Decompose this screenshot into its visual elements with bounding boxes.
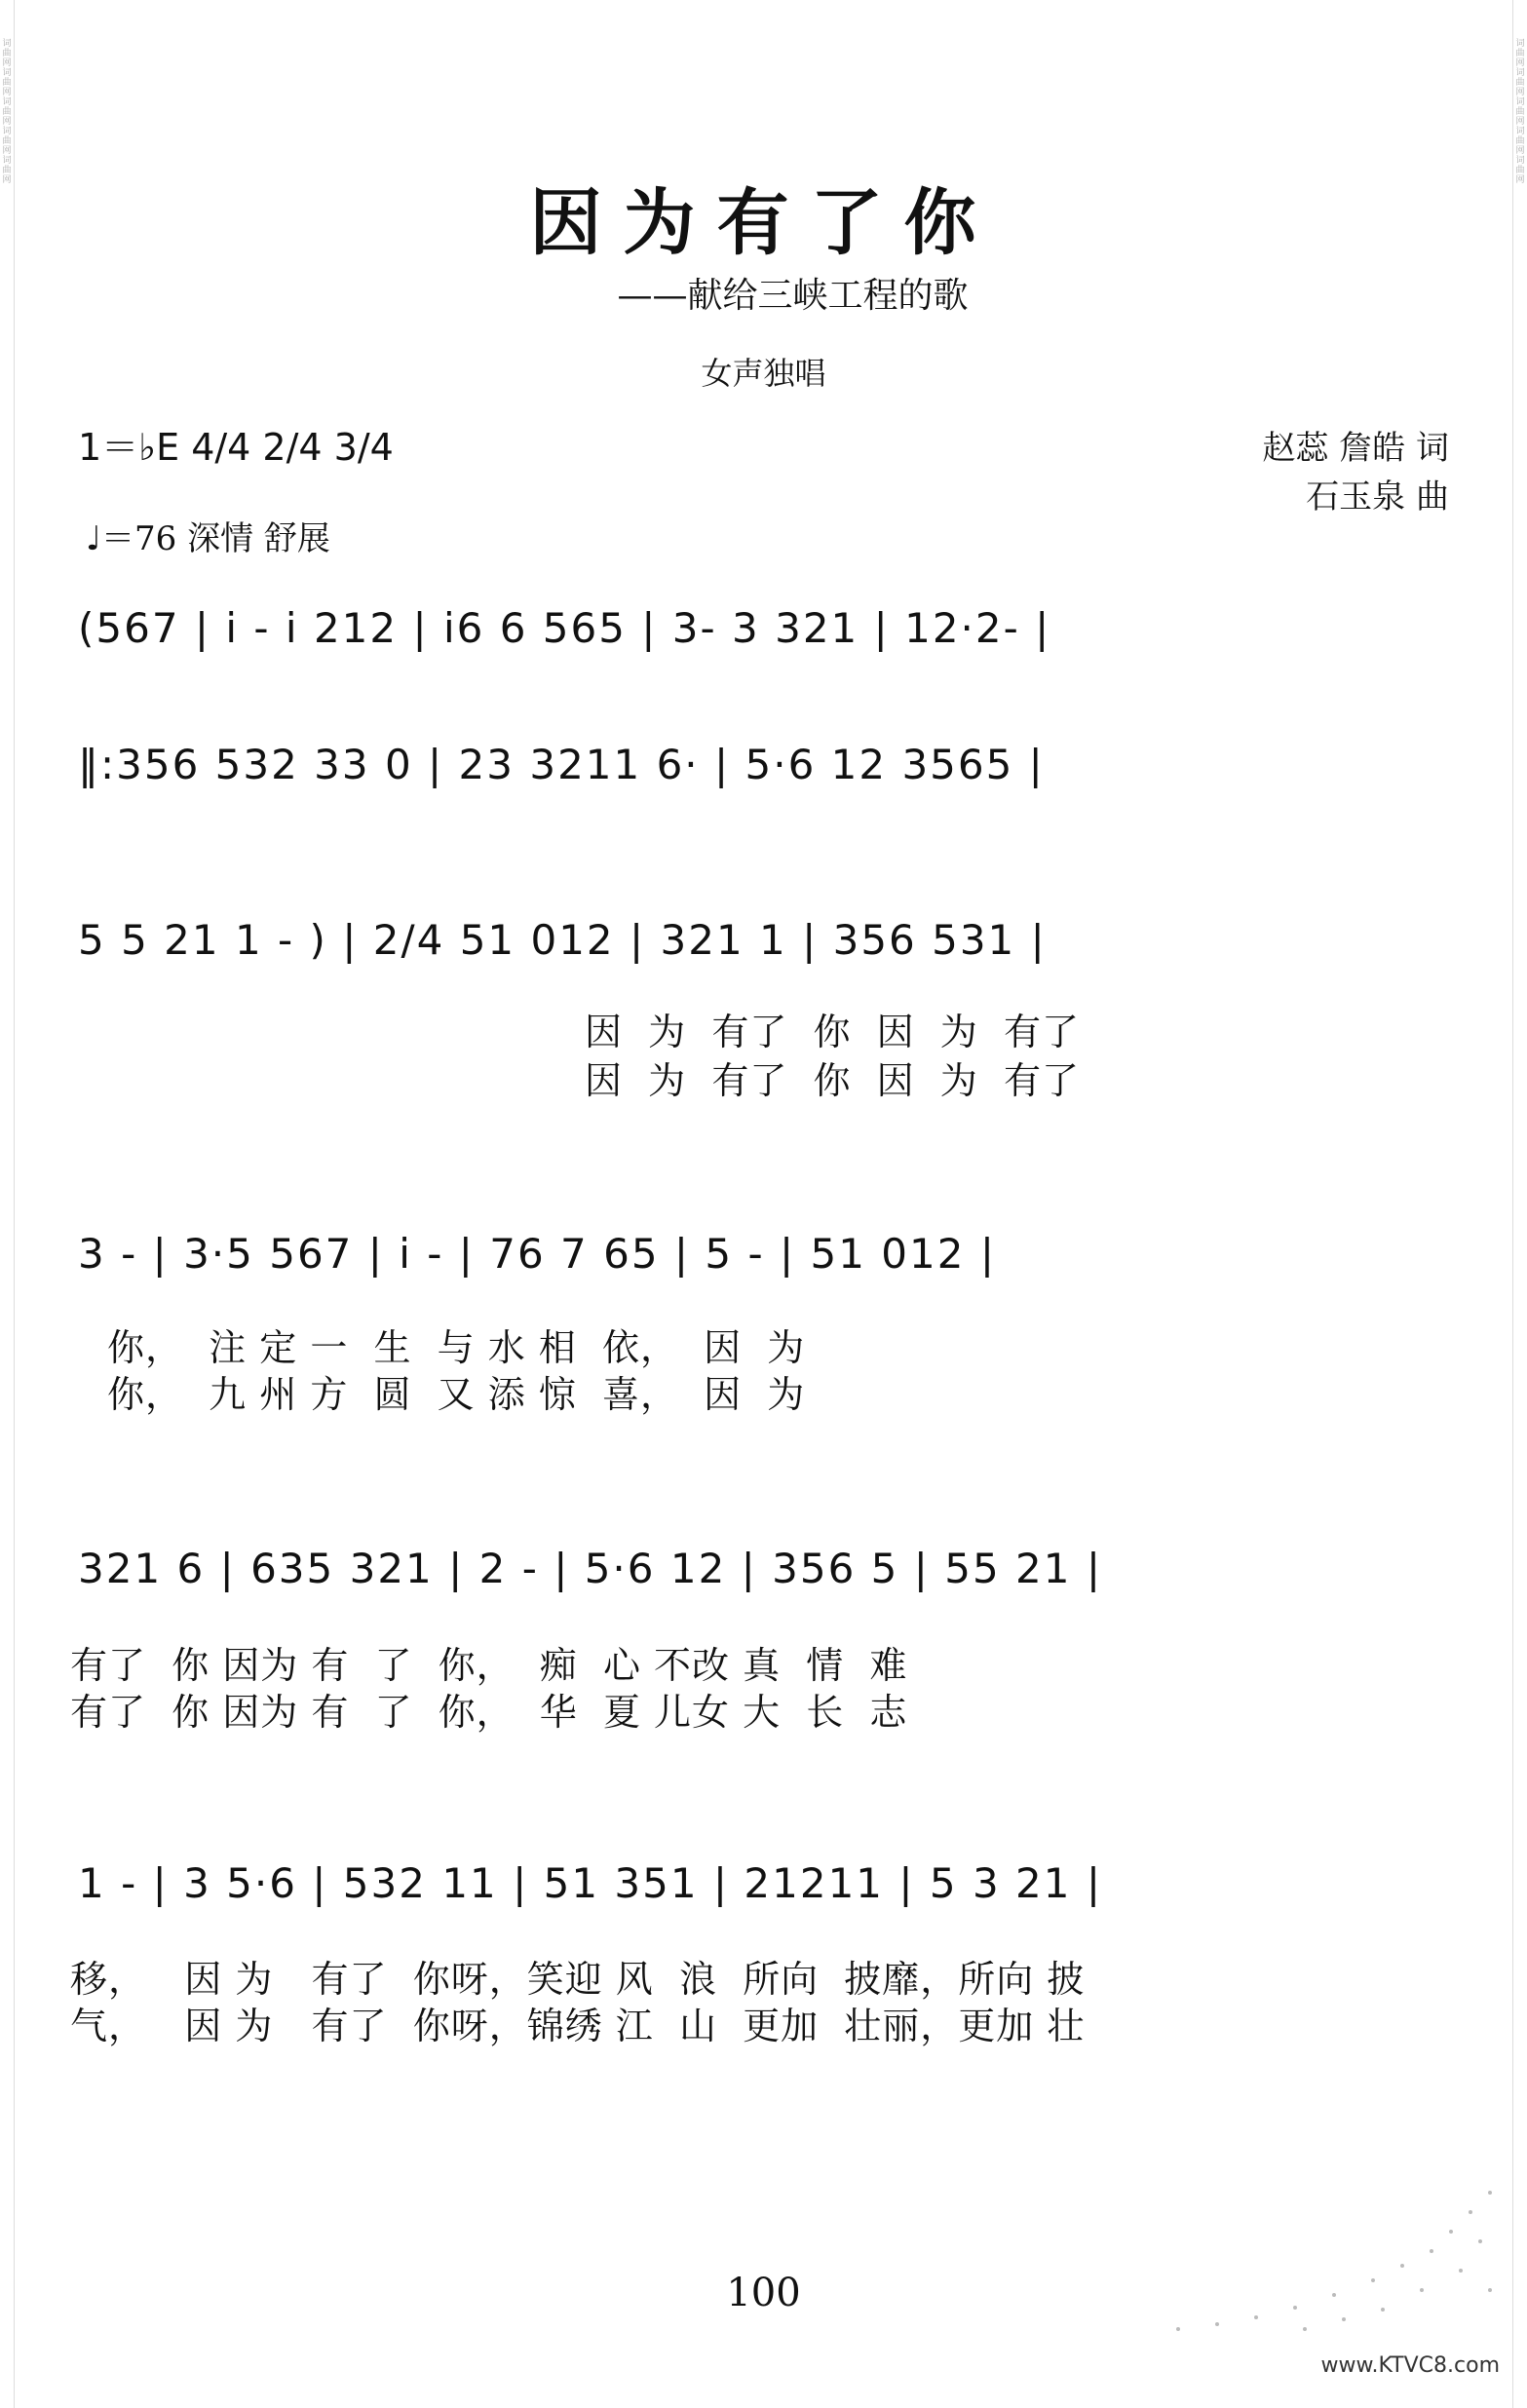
song-title: 因为有了你 [529, 181, 998, 265]
lyric-line-3a: 因 为 有了 你 因 为 有了 [585, 1011, 1080, 1053]
score-line-4: 3 - | 3·5 567 | i - | 76 7 65 | 5 - | 51 012 | [78, 1230, 996, 1278]
site-watermark: www.KTVC8.com [1320, 2353, 1500, 2378]
song-subtitle: ——献给三峡工程的歌 [617, 276, 969, 316]
composer-credit: 石玉泉 曲 [1306, 478, 1449, 516]
lyric-line-5a: 有了 你 因为 有 了 你， 痴 心 不改 真 情 难 [70, 1644, 908, 1687]
lyric-line-6a: 移， 因 为 有了 你呀，笑迎 风 浪 所向 披靡，所向 披 [70, 1958, 1086, 2001]
performance-type: 女声独唱 [701, 355, 826, 392]
key-time-signature: 1＝♭E 4/4 2/4 3/4 [78, 426, 394, 469]
lyric-line-4b: 你， 九 州 方 圆 又 添 惊 喜， 因 为 [107, 1373, 806, 1416]
right-margin-text: 词曲网 词曲网 词曲网 词曲网 词曲网 [1515, 39, 1525, 185]
score-line-1: (567 | i - i 212 | i6 6 565 | 3- 3 321 | 12·2- | [78, 604, 1051, 652]
tempo-marking: ♩＝76 深情 舒展 [86, 519, 330, 558]
lyric-line-3b: 因 为 有了 你 因 为 有了 [585, 1059, 1080, 1102]
lyric-line-5b: 有了 你 因为 有 了 你， 华 夏 儿女 大 长 志 [70, 1691, 908, 1734]
score-line-6: 1 - | 3 5·6 | 532 11 | 51 351 | 21211 | 5 3 21 | [78, 1859, 1102, 1907]
left-margin-text: 词曲网 词曲网 词曲网 词曲网 词曲网 [2, 39, 12, 185]
lyric-line-4a: 你， 注 定 一 生 与 水 相 依， 因 为 [107, 1326, 806, 1369]
score-line-3: 5 5 21 1 - ) | 2/4 51 012 | 321 1 | 356 531 | [78, 916, 1047, 964]
lyric-line-6b: 气， 因 为 有了 你呀，锦绣 江 山 更加 壮丽，更加 壮 [70, 2005, 1086, 2047]
score-line-2: ‖:356 532 33 0 | 23 3211 6· | 5·6 12 3565 | [78, 741, 1045, 788]
lyricist-credit: 赵蕊 詹皓 词 [1262, 429, 1449, 468]
page-number: 100 [726, 2271, 801, 2315]
score-line-5: 321 6 | 635 321 | 2 - | 5·6 12 | 356 5 | 55 21 | [78, 1545, 1102, 1592]
